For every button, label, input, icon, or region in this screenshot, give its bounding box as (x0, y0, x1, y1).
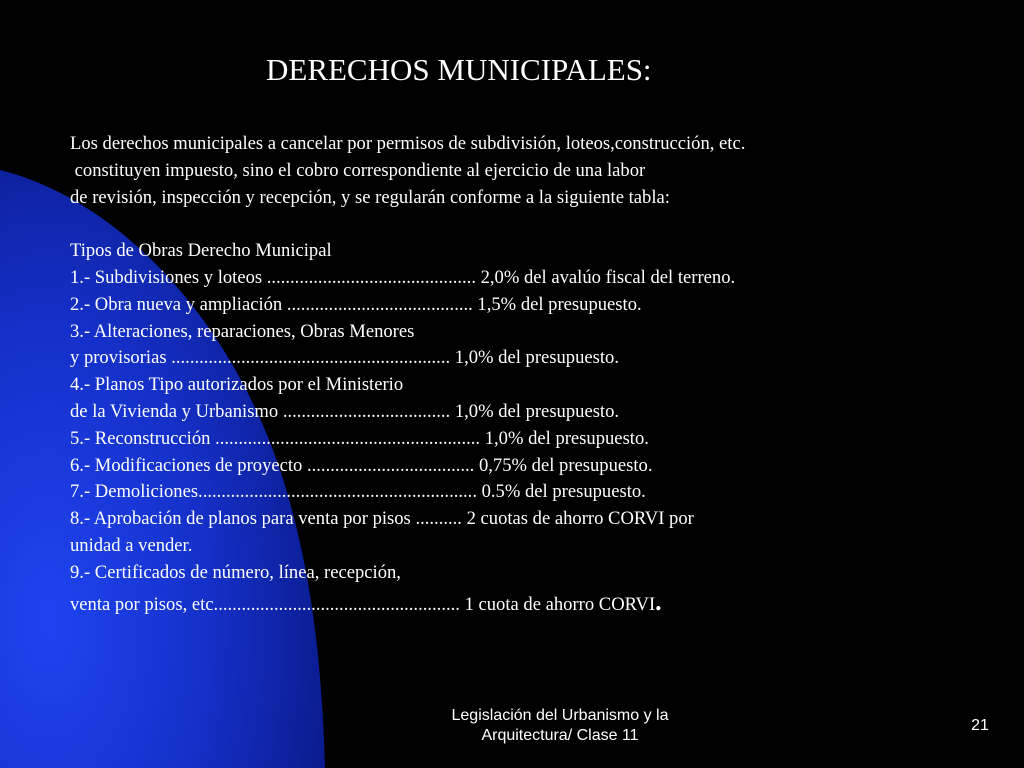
last-line-text: venta por pisos, etc..................................................... 1 cuota de ahorro CORVI (70, 593, 656, 615)
intro-line-3: de revisión, inspección y recepción, y se regularán conforme a la siguiente tabla: (70, 186, 670, 208)
list-item: unidad a vender. (70, 534, 193, 556)
list-item: 7.- Demoliciones............................................................ 0.5% del presupuesto. (70, 481, 646, 503)
list-item: 5.- Reconstrucción ......................................................... 1,0% del presupuesto. (70, 427, 649, 449)
footer-course-line-2: Arquitectura/ Clase 11 (481, 727, 639, 744)
last-line-period: . (655, 586, 662, 616)
list-item: 9.- Certificados de número, línea, recepción, (70, 561, 401, 583)
footer-course (380, 706, 740, 746)
footer-course-line-1: Legislación del Urbanismo y la (451, 707, 669, 724)
page-number: 21 (971, 717, 989, 734)
slide-body (70, 131, 970, 618)
list-item: 8.- Aprobación de planos para venta por pisos .......... 2 cuotas de ahorro CORVI por (70, 508, 694, 530)
list-item: 4.- Planos Tipo autorizados por el Ministerio (70, 374, 404, 396)
last-list-item (70, 586, 970, 619)
slide-title: DERECHOS MUNICIPALES: (266, 52, 652, 87)
intro-line-2: constituyen impuesto, sino el cobro correspondiente al ejercicio de una labor (70, 159, 646, 181)
list-item: de la Vivienda y Urbanismo .................................... 1,0% del presupuesto. (70, 400, 620, 422)
list-item: 3.- Alteraciones, reparaciones, Obras Menores (70, 320, 415, 342)
list-item: 1.- Subdivisiones y loteos ............................................. 2,0% del avalúo fiscal del terreno. (70, 266, 736, 288)
intro-line-1: Los derechos municipales a cancelar por permisos de subdivisión, loteos,construcción, etc. (70, 133, 746, 154)
table-heading: Tipos de Obras Derecho Municipal (70, 240, 332, 262)
list-item: y provisorias ............................................................ 1,0% del presupuesto. (70, 347, 619, 369)
list-item: 6.- Modificaciones de proyecto .................................... 0,75% del presupuesto. (70, 454, 653, 476)
spacer (70, 211, 970, 238)
list-item: 2.- Obra nueva y ampliación ........................................ 1,5% del presupuesto. (70, 293, 642, 315)
